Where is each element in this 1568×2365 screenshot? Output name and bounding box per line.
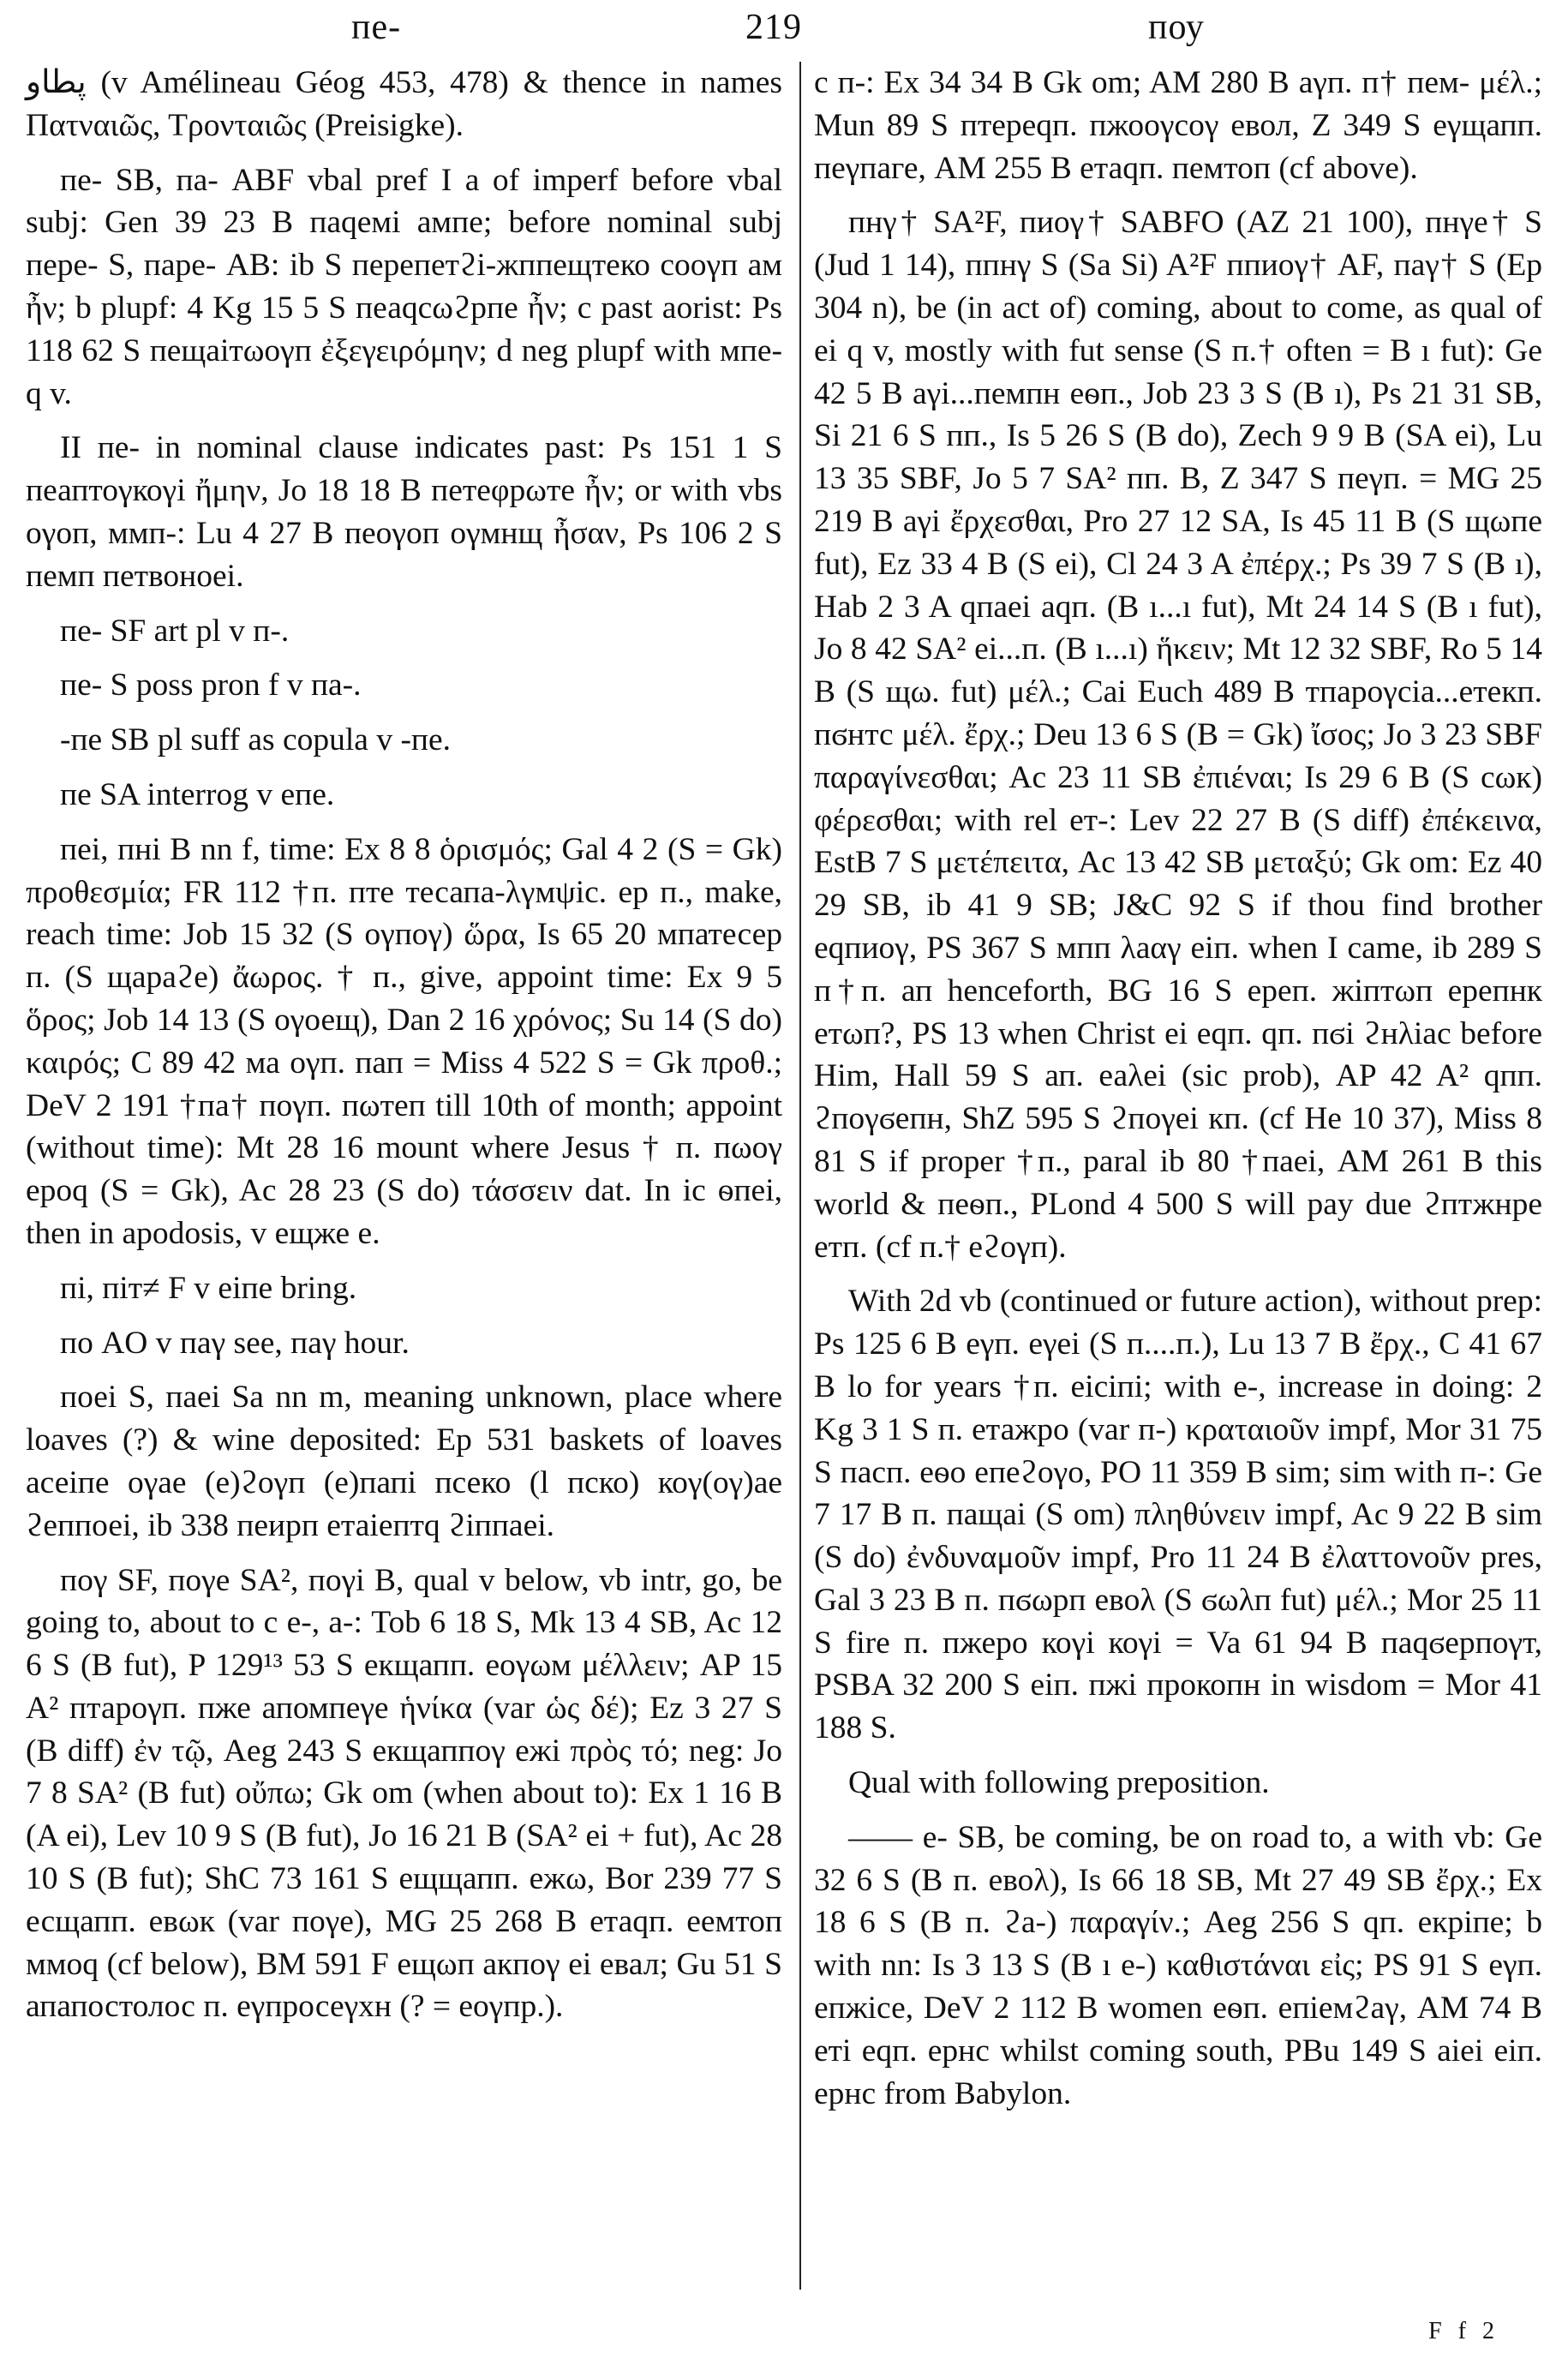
signature-mark: F f 2 bbox=[1428, 2318, 1499, 2344]
right-column bbox=[814, 62, 1542, 2290]
entry-paragraph: With 2d vb (continued or future action), without prep: Ps 125 6 B еγп. еγеі (S п....п.), Lu 13 7 B ἔρχ., C 41 67 B lo for years †п. еісіпі; with е-, increase in doing: 2 Kg 3 1 S п. етажро (var п-) κραταιοῦν impf, Mor 31 75 S пасп. еѳо епеϩоγо, PO 11 359 B sim; sim with п-: Ge 7 17 B п. пащаі (S om) πληθύνειν impf, Ac 9 22 B sim (S do) ἐνδυναμοῦν impf, Pro 11 24 B ἐλαττονοῦν pres, Gal 3 23 B п. пϭωрп евоλ (S ϭωλп fut) μέλ.; Mor 25 11 S fire п. пжеро коγі коγі = Va 61 94 B паqϭерпоγт, PSBA 32 200 S еіп. пжі прокопн in wisdom = Mor 41 188 S. bbox=[814, 1284, 1542, 1746]
entry-paragraph: —— е- SB, be coming, be on road to, a with vb: Ge 32 6 S (B п. евоλ), Is 66 18 SB, Mt 27 49 SB ἔρχ.; Ex 18 6 S (B п. ϩа-) παραγίν.; Aeg 256 S qп. екріпе; b with nn: Is 3 13 S (B ı е-) καθιστάναι εἰς; PS 91 S еγп. епжісе, DeV 2 112 B women еѳп. епіемϩаγ, AM 74 B еті еqп. ернс whilst coming south, PBu 149 S аіеі еіп. ернс from Babylon. bbox=[814, 1819, 1542, 2111]
entry-paragraph: ﭘﻄﺎﻭ (v Amélineau Géog 453, 478) & thence in names Πατναιῶς, Τρονταιῶς (Preisigke). bbox=[26, 65, 782, 143]
entry-paragraph: пе SA interrog v епе. bbox=[60, 776, 335, 812]
entry-paragraph: пі, піт≠ F v еіпе bring. bbox=[60, 1270, 357, 1306]
page-number: 219 bbox=[745, 8, 802, 47]
entry-paragraph: поγ SF, поγе SA², поγі B, qual v below, vb intr, go, be going to, about to c е-, а-: Tob 6 18 S, Mk 13 4 SB, Ac 12 6 S (B fut), P 129¹³ 53 S екщапп. еоγωм μέλλειν; AP 15 A² птароγп. пже апомпеγе ἡνίκα (var ὡς δέ); Ez 3 27 S (B diff) ἐν τῷ, Aeg 243 S екщаппоγ ежі πρὸς τό; neg: Jo 7 8 SA² (B fut) οὔπω; Gk om (when about to): Ex 1 16 B (A еі), Lev 10 9 S (B fut), Jo 16 21 B (SA² еі + fut), Ac 28 10 S (B fut); ShC 73 161 S ещщапп. ежω, Bor 239 77 S есщапп. евωк (var поγе), MG 25 268 B етаqп. еемтоп ммоq (cf below), BM 591 F ещωп акпоγ еі евал; Gu 51 S апапостолос п. еγпросеγхн (? = еоγпр.). bbox=[26, 1562, 782, 2025]
entry-paragraph: по AO v паγ see, паγ hour. bbox=[60, 1325, 410, 1361]
page-header bbox=[26, 7, 1542, 58]
left-column bbox=[26, 62, 801, 2290]
entry-paragraph: пе- S poss pron f v па-. bbox=[60, 668, 362, 704]
entry-paragraph: с п-: Ex 34 34 B Gk om; AM 280 B аγп. п† пем- μέλ.; Mun 89 S птереqп. пжооγсоγ евол, Z 349 S еγщапп. пеγпаге, AM 255 B етаqп. пемтоп (cf above). bbox=[814, 65, 1542, 186]
running-head-right: поу bbox=[1148, 8, 1205, 47]
entry-paragraph: -пе SB pl suff as copula v -пе. bbox=[60, 722, 452, 758]
entry-paragraph: пеі, пні B nn f, time: Ex 8 8 ὁρισμός; Gal 4 2 (S = Gk) προθεσμία; FR 112 †п. пте тесапа-λγмψіс. ер п., make, reach time: Job 15 32 (S оγпоγ) ὥρα, Is 65 20 мпатесер п. (S щараϩе) ἄωρος. † п., give, appoint time: Ex 9 5 ὅρος; Job 14 13 (S оγоещ), Dan 2 16 χρόνος; Su 14 (S do) καιρός; C 89 42 ма оγп. пап = Miss 4 522 S = Gk προθ.; DeV 2 191 †па† поγп. пωтеп till 10th of month; appoint (without time): Mt 28 16 mount where Jesus † п. пωоγ ероq (S = Gk), Ac 28 23 (S do) τάσσειν dat. In іс ѳпеі, then in apodosis, v ещже е. bbox=[26, 831, 782, 1251]
entry-paragraph: пе- SB, па- ABF vbal pref I a of imperf before vbal subj: Gen 39 23 B паqемі ампе; before nominal subj пере- S, паре- AB: ib S перепетϩі-жппещтеко cooγп ам ἦν; b plupf: 4 Kg 15 5 S пеаqсωϩрпе ἦν; c past aorist: Ps 118 62 S пещаітωоγп ἐξεγειρόμην; d neg plupf with мпе- q v. bbox=[26, 162, 782, 411]
running-head-left: пе- bbox=[351, 8, 402, 47]
entry-paragraph: II пе- in nominal clause indicates past: Ps 151 1 S пеаптоγкоγі ἤμην, Jo 18 18 B петеφрωте ἦν; or with vbs оγоп, ммп-: Lu 4 27 B пеоγоп оγмнщ ἦσαν, Ps 106 2 S пемп петвонοеі. bbox=[26, 430, 782, 594]
entry-paragraph: Qual with following preposition. bbox=[848, 1765, 1270, 1801]
entry-paragraph: поеі S, паеі Sa nn m, meaning unknown, place where loaves (?) & wine deposited: Ep 531 baskets of loaves асеіпе оγае (е)ϩоγп (е)папі псеко (l пско) коγ(оγ)ае ϩеппоеі, ib 338 пеирп етаіептq ϩіппаеі. bbox=[26, 1380, 782, 1543]
dictionary-columns bbox=[26, 62, 1542, 2290]
entry-paragraph: пнγ† SA²F, пиоγ† SABFO (AZ 21 100), пнγе† S (Jud 1 14), ппнγ S (Sa Si) A²F ппиоγ† AF, паγ† S (Ep 304 n), be (in act of) coming, about to come, as qual of еі q v, mostly with fut sense (S п.† often = B ı fut): Ge 42 5 B аγі...пемпн еѳп., Job 23 3 S (B ı), Ps 21 31 SB, Si 21 6 S пп., Is 5 26 S (B do), Zech 9 9 B (SA еі), Lu 13 35 SBF, Jo 5 7 SA² пп. B, Z 347 S пеγп. = MG 25 219 B аγі ἔρχεσθαι, Pro 27 12 SA, Is 45 11 B (S щωпе fut), Ez 33 4 B (S еі), Cl 24 3 A ἐπέρχ.; Ps 39 7 S (B ı), Hab 2 3 A qпаеі аqп. (B ı...ı fut), Mt 24 14 S (B ı fut), Jo 8 42 SA² еі...п. (B ı...ı) ἥκειν; Mt 12 32 SBF, Ro 5 14 B (S щω. fut) μέλ.; Cai Euch 489 B тпароγсіа...етекп. пϭнтс μέλ. ἔρχ.; Deu 13 6 S (B = Gk) ἴσος; Jo 3 23 SBF παραγίνεσθαι; Ac 23 11 SB ἐπιέναι; Is 29 6 B (S сωк) φέρεσθαι; with rel ет-: Lev 22 27 B (S diff) ἐπέκεινα, EstB 7 S μετέπειτα, Ac 13 42 SB μεταξύ; Gk om: Ez 40 29 SB, ib 41 9 SB; J&C 92 S if thou find brother еqпиоγ, PS 367 S мпп λаαγ еіп. when I came, ib 289 S п†п. ап henceforth, BG 16 S ереп. жіптωп ерепнк етωп?, PS 13 when Christ еі еqп. qп. пϭі ϩнλіас before Him, Hall 59 S ап. еаλеі (sic prob), AP 42 A² qпп. ϩпоγϭепн, ShZ 595 S ϩпоγеі кп. (cf He 10 37), Miss 8 81 S if proper †п., paral ib 80 †паеі, AM 261 B this world & пеѳп., PLond 4 500 S will pay due ϩптжнре етп. (cf п.† еϩоγп). bbox=[814, 205, 1542, 1265]
entry-paragraph: пе- SF art pl v п-. bbox=[60, 613, 290, 649]
